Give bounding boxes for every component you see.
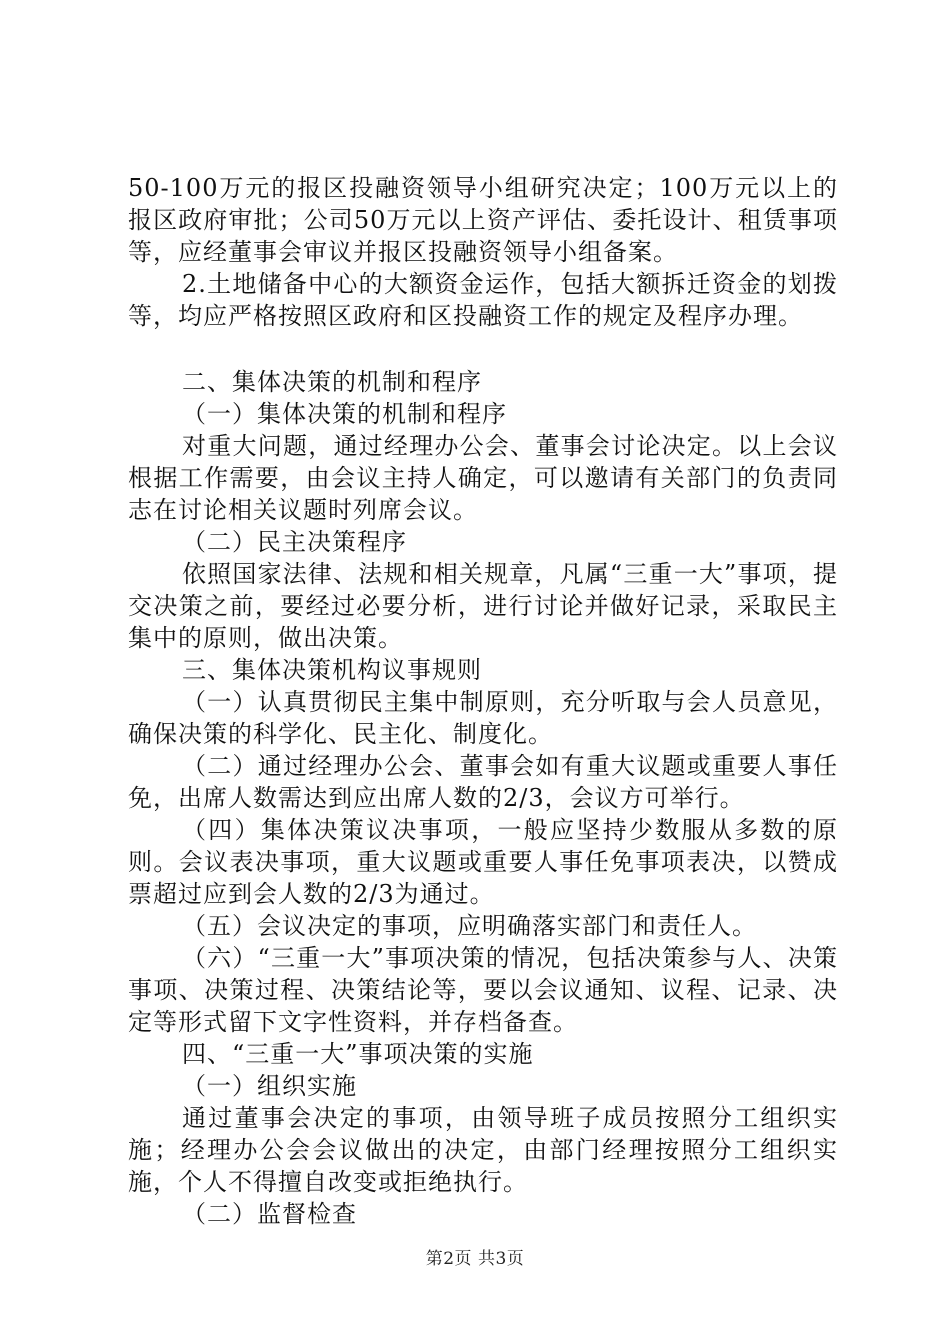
rule-3-5: （五）会议决定的事项，应明确落实部门和责任人。: [182, 912, 757, 940]
rule-3-1: （一）认真贯彻民主集中制原则，充分听取与会人员意见，确保决策的科学化、民主化、制度化。: [128, 688, 838, 748]
section-heading-3: 三、集体决策机构议事规则: [182, 656, 482, 684]
section-heading-2: 二、集体决策的机制和程序: [182, 368, 482, 396]
subheading-2-2: （二）民主决策程序: [182, 528, 407, 556]
paragraph-item-2: 2.土地储备中心的大额资金运作，包括大额拆迁资金的划拨等，均应严格按照区政府和区投融资工作的规定及程序办理。: [128, 270, 838, 330]
paragraph-2-2: 依照国家法律、法规和相关规章，凡属“三重一大”事项，提交决策之前，要经过必要分析，进行讨论并做好记录，采取民主集中的原则，做出决策。: [128, 560, 838, 652]
paragraph-4-1: 通过董事会决定的事项，由领导班子成员按照分工组织实施；经理办公会会议做出的决定，由部门经理按照分工组织实施，个人不得擅自改变或拒绝执行。: [128, 1104, 838, 1196]
rule-3-4: （四）集体决策议决事项，一般应坚持少数服从多数的原则。会议表决事项，重大议题或重要人事任免事项表决，以赞成票超过应到会人数的2/3为通过。: [128, 816, 838, 908]
subheading-4-2: （二）监督检查: [182, 1200, 357, 1228]
subheading-2-1: （一）集体决策的机制和程序: [182, 400, 507, 428]
blank-line: [128, 332, 838, 366]
document-body: [128, 172, 838, 1230]
paragraph-continuation: 50-100万元的报区投融资领导小组研究决定；100万元以上的报区政府审批；公司50万元以上资产评估、委托设计、租赁事项等，应经董事会审议并报区投融资领导小组备案。: [128, 174, 838, 266]
section-heading-4: 四、“三重一大”事项决策的实施: [182, 1040, 534, 1068]
rule-3-2: （二）通过经理办公会、董事会如有重大议题或重要人事任免，出席人数需达到应出席人数的2/3，会议方可举行。: [128, 752, 838, 812]
subheading-4-1: （一）组织实施: [182, 1072, 357, 1100]
rule-3-6: （六）“三重一大”事项决策的情况，包括决策参与人、决策事项、决策过程、决策结论等，要以会议通知、议程、记录、决定等形式留下文字性资料，并存档备查。: [128, 944, 838, 1036]
page-number-footer: 第2页 共3页: [425, 1249, 525, 1269]
paragraph-2-1: 对重大问题，通过经理办公会、董事会讨论决定。以上会议根据工作需要，由会议主持人确定，可以邀请有关部门的负责同志在讨论相关议题时列席会议。: [128, 432, 838, 524]
